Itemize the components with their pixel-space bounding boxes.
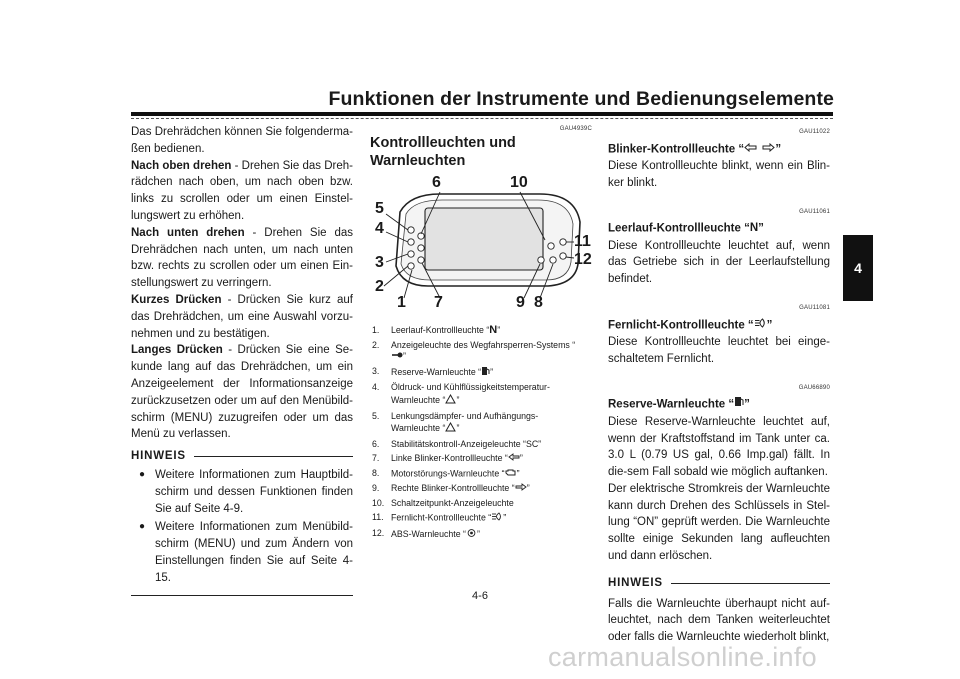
legend-item: 4. Öldruck- und Kühlflüssigkeitstemperatur-Warnleuchte “ ” [372,382,582,408]
section-code: GAU11081 [799,305,830,312]
high-beam-icon [754,317,767,334]
hinweis-heading: HINWEIS [608,575,830,592]
warning-icon [445,394,456,408]
arrow-right-icon [515,483,527,495]
section-text: Diese Kontrollleuchte leuchtet auf, wenn das Getriebe sich in der Leerlaufstellung befindet. [608,239,830,286]
item-short-press: Kurzes Drücken - Drücken Sie kurz auf das Drehrädchen, um eine Auswahl vorzu-nehmen und zu bestätigen. [131,293,354,340]
legend-item: 3. Reserve-Warnleuchte “ ” [372,366,582,380]
bullet-item: ● Weitere Informationen zum Menübild-schirm (MENU) und zum Ändern von Einstellungen finden Sie auf Seite 4-15. [139,521,353,584]
section-code: GAU66890 [798,384,830,391]
section-heading: Leerlauf-Kontrollleuchte “N” [608,220,830,237]
turn-signal-left-icon [744,141,758,158]
abs-icon [466,528,477,542]
diagram-label-12: 12 [574,251,592,268]
legend-item: 6. Stabilitätskontroll-Anzeigeleuchte “SC” [372,438,542,449]
legend-item: 11. Fernlicht-Kontrollleuchte “ ” [372,512,582,525]
header-rule [131,112,833,116]
hinweis-end-rule [131,595,353,596]
high-beam-icon [491,512,503,525]
section-heading: Blinker-Kontrollleuchte “ ” [608,141,830,158]
turn-signal-right-icon [761,141,775,158]
diagram-label-9: 9 [516,294,525,311]
section-text: Diese Kontrollleuchte blinkt, wenn ein Blin-ker blinkt. [608,160,830,189]
diagram-label-3: 3 [375,254,384,271]
intro-text: Das Drehrädchen können Sie folgenderma-ßen bedienen. [131,126,353,155]
legend-item: 2. Anzeigeleuchte des Wegfahrsperren-Systems “” [372,339,576,362]
neutral-icon: N [749,222,759,235]
section-heading: Kontrollleuchten und Warnleuchten [370,135,516,169]
item-up: Nach oben drehen - Drehen Sie das Dreh-rädchen nach oben, um nach oben bzw. links zu scrollen oder um einen Einstel-lungswert zu erhöhen. [131,159,353,222]
section-heading: Reserve-Warnleuchte “ ” [608,396,830,413]
engine-icon [505,468,517,481]
neutral-icon: N [489,324,498,336]
legend-item: 9. Rechte Blinker-Kontrollleuchte “ ” [372,483,530,494]
hinweis-heading: HINWEIS [131,448,353,465]
diagram-label-2: 2 [375,278,384,295]
legend-item: 12. ABS-Warnleuchte “ ” [372,528,582,542]
page-number: 4-6 [472,590,488,602]
legend-item: 1. Leerlauf-Kontrollleuchte “N” [372,324,501,336]
diagram-label-11: 11 [574,233,591,250]
section-text: Diese Kontrollleuchte leuchtet bei einge-schaltetem Fernlicht. [608,336,830,365]
diagram-label-5: 5 [375,200,384,217]
page-title: Funktionen der Instrumente und Bedienungselemente [328,88,834,110]
arrow-left-icon [508,453,520,465]
section-code: GAU4939C [559,126,592,132]
item-long-press: Langes Drücken - Drücken Sie eine Se-kunde lang auf das Drehrädchen, um ein Anzeigeelement der Informationsanzeige zurückzusetzen oder um auf den Menübild-schirm (MENU) zuzugreifen oder um das Menü zu verlassen. [131,344,353,441]
diagram-label-10: 10 [510,174,528,191]
fuel-icon [734,396,744,413]
section-text: Diese Reserve-Warnleuchte leuchtet auf, wenn der Kraftstoffstand im Tank unter ca. 3.0 L (0.79 US gal, 0.66 Imp.gal) fällt. In die-sem Fall sobald wie möglich auftanken. [608,415,830,479]
header-dashed-rule [131,118,833,119]
section-heading: Fernlicht-Kontrollleuchte “ ” [608,317,830,334]
chapter-tab: 4 [843,235,873,301]
diagram-label-7: 7 [434,294,443,311]
fuel-icon [481,366,490,380]
watermark: carmanualsonline.info [548,642,817,672]
diagram-label-4: 4 [375,220,384,237]
diagram-label-8: 8 [534,294,543,311]
hinweis-text: Falls die Warnleuchte überhaupt nicht auf-leuchtet, nach dem Tanken weiterleuchtet oder falls die Warnleuchte wiederholt blinkt, [608,597,830,644]
legend-item: 10. Schaltzeitpunkt-Anzeigeleuchte [372,497,514,508]
key-icon [391,351,403,363]
legend-item: 7. Linke Blinker-Kontrollleuchte “ ” [372,453,523,464]
left-column [131,124,353,596]
item-down: Nach unten drehen - Drehen Sie das Drehrädchen nach unten, um nach unten bzw. rechts zu scrollen oder um einen Ein-stellungswert zu verringern. [131,226,353,290]
bullet-item: ● Weitere Informationen zum Hauptbild-schirm und dessen Funktionen finden Sie auf Seite 4-9. [139,468,353,515]
section-code: GAU11022 [799,129,830,135]
section-code: GAU11061 [799,208,830,215]
legend-item: 5. Lenkungsdämpfer- und Aufhängungs-Warnleuchte “ ” [372,411,582,437]
legend-item: 8. Motorstörungs-Warnleuchte “ ” [372,468,582,481]
diagram-label-6: 6 [432,174,441,191]
diagram-label-1: 1 [397,294,406,311]
warning-icon [445,422,456,436]
section-text: Der elektrische Stromkreis der Warnleuchte kann durch Drehen des Schlüssels in Stel-lung “ON” geprüft werden. Die Warnleuchte sollte einige Sekunden lang aufleuchten und dann erlöschen. [608,482,830,563]
right-column [608,124,830,646]
diagram-legend [372,325,582,544]
